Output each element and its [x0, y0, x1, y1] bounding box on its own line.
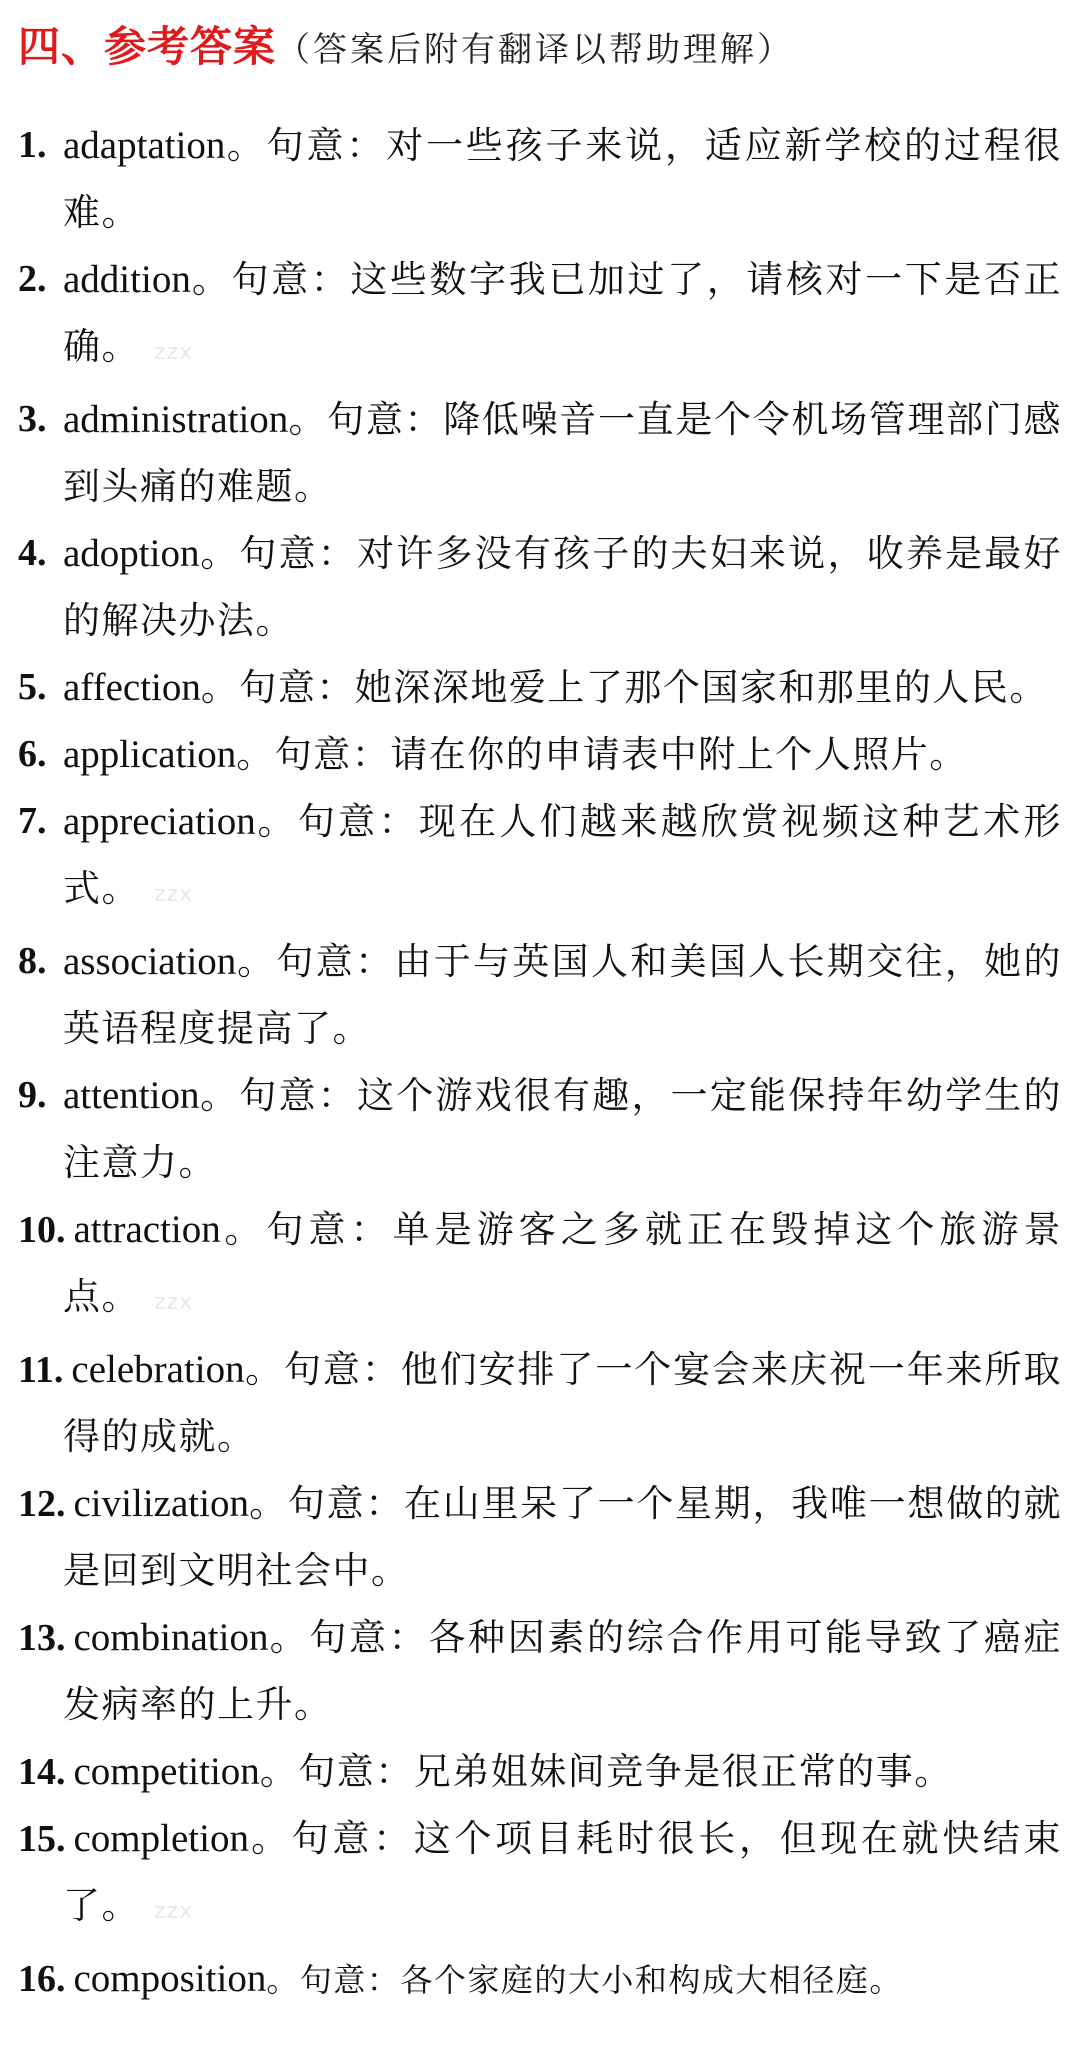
answer-item-11 — [18, 1336, 1062, 1470]
translation-text: 。句意：在山里呆了一个星期，我唯一想做的就是回到文明社会中。 — [63, 1482, 1062, 1592]
item-number: 1. — [18, 124, 47, 166]
answer-word: adaptation — [63, 124, 226, 167]
section-heading — [18, 14, 1062, 78]
answer-item-14 — [18, 1738, 1062, 1805]
translation-text: 。句意：兄弟姐妹间竞争是很正常的事。 — [259, 1750, 953, 1793]
section-title: 四、参考答案 — [18, 22, 277, 71]
answer-item-15 — [18, 1805, 1062, 1945]
answer-word: composition — [73, 1957, 267, 2000]
answer-item-9 — [18, 1062, 1062, 1196]
answer-word: appreciation — [63, 800, 256, 843]
item-number: 12. — [18, 1483, 66, 1525]
answer-item-7 — [18, 788, 1062, 928]
watermark: zzx — [154, 1290, 194, 1315]
item-number: 5. — [18, 666, 47, 708]
item-number: 4. — [18, 532, 47, 574]
item-number: 8. — [18, 940, 47, 982]
item-number: 7. — [18, 800, 47, 842]
answer-item-2 — [18, 246, 1062, 386]
answer-item-3 — [18, 386, 1062, 520]
answer-item-10 — [18, 1196, 1062, 1336]
item-number: 6. — [18, 733, 47, 775]
answer-word: attention — [63, 1074, 200, 1117]
translation-text: 。句意：他们安排了一个宴会来庆祝一年来所取得的成就。 — [63, 1348, 1062, 1458]
item-number: 10. — [18, 1209, 66, 1251]
translation-text: 。句意：对一些孩子来说，适应新学校的过程很难。 — [63, 124, 1062, 234]
answer-item-16 — [18, 1945, 1062, 2013]
answer-word: association — [63, 940, 237, 983]
watermark: zzx — [154, 340, 194, 365]
answer-word: addition — [63, 258, 191, 301]
translation-text: 。句意：她深深地爱上了那个国家和那里的人民。 — [200, 666, 1048, 709]
item-number: 15. — [18, 1818, 66, 1860]
item-number: 13. — [18, 1617, 66, 1659]
answer-word: attraction — [73, 1208, 221, 1251]
item-number: 16. — [18, 1958, 66, 2000]
item-number: 9. — [18, 1074, 47, 1116]
item-number: 11. — [18, 1349, 64, 1391]
answer-word: completion — [73, 1817, 249, 1860]
translation-text: 。句意：这个游戏很有趣，一定能保持年幼学生的注意力。 — [63, 1074, 1062, 1184]
item-number: 2. — [18, 258, 47, 300]
answer-item-13 — [18, 1604, 1062, 1738]
answer-item-12 — [18, 1470, 1062, 1604]
watermark: zzx — [154, 1899, 194, 1924]
translation-text: 。句意：请在你的申请表中附上个人照片。 — [236, 733, 968, 776]
answer-item-5 — [18, 654, 1062, 721]
answer-word: civilization — [73, 1482, 249, 1525]
answer-word: affection — [63, 666, 201, 709]
translation-text: 。句意：各种因素的综合作用可能导致了癌症发病率的上升。 — [63, 1616, 1062, 1726]
section-note: （答案后附有翻译以帮助理解） — [276, 30, 795, 70]
item-number: 14. — [18, 1751, 66, 1793]
answer-list — [18, 112, 1062, 2013]
translation-text: 。句意：这个项目耗时很长，但现在就快结束了。 — [63, 1817, 1062, 1927]
item-number: 3. — [18, 398, 47, 440]
answer-item-4 — [18, 520, 1062, 654]
answer-word: adoption — [63, 532, 200, 575]
answer-word: competition — [73, 1750, 260, 1793]
answer-word: combination — [73, 1616, 269, 1659]
translation-text: 。句意：这些数字我已加过了，请核对一下是否正确。 — [63, 258, 1062, 368]
answer-word: application — [63, 733, 237, 776]
translation-text: 。句意：降低噪音一直是个令机场管理部门感到头痛的难题。 — [63, 398, 1062, 508]
answer-word: administration — [63, 398, 289, 441]
translation-text: 。句意：由于与英国人和美国人长期交往，她的英语程度提高了。 — [63, 940, 1062, 1050]
translation-text: 。句意：现在人们越来越欣赏视频这种艺术形式。 — [63, 800, 1062, 910]
answer-item-8 — [18, 928, 1062, 1062]
translation-text: 。句意：对许多没有孩子的夫妇来说，收养是最好的解决办法。 — [63, 532, 1062, 642]
watermark: zzx — [154, 882, 194, 907]
answer-word: celebration — [71, 1348, 245, 1391]
answer-item-1 — [18, 112, 1062, 246]
translation-text: 。句意：各个家庭的大小和构成大相径庭。 — [266, 1961, 903, 1999]
answer-item-6 — [18, 721, 1062, 788]
translation-text: 。句意：单是游客之多就正在毁掉这个旅游景点。 — [63, 1208, 1062, 1318]
